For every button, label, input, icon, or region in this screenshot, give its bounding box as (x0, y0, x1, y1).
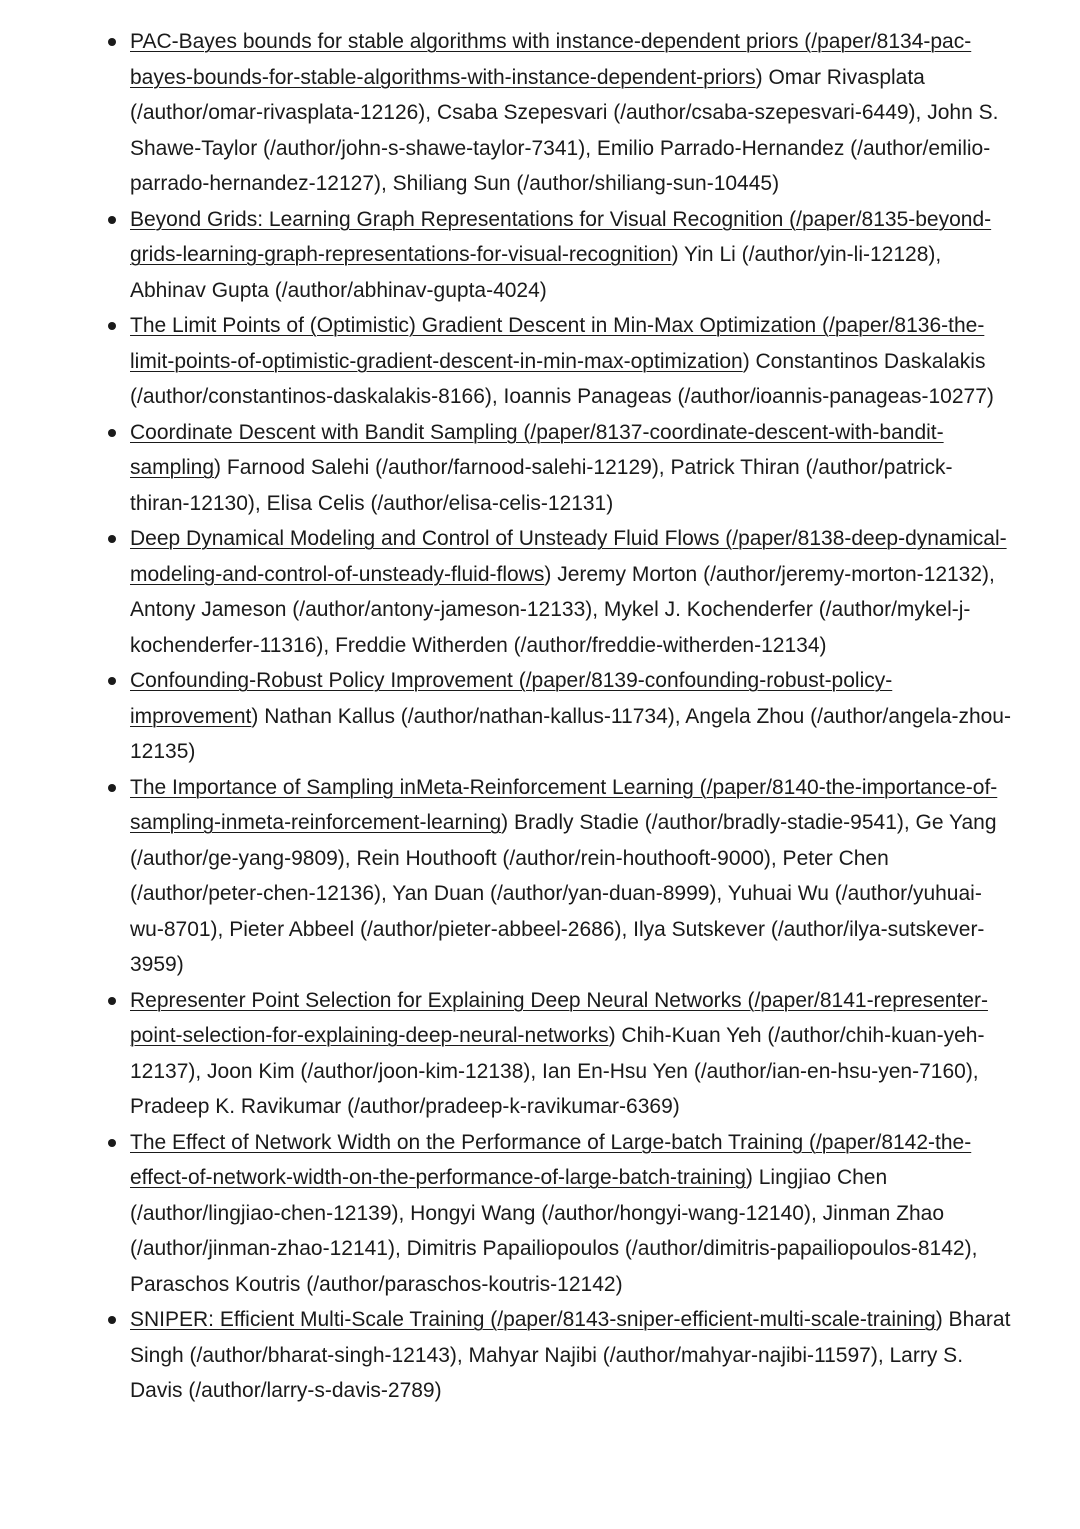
paper-link[interactable]: The Effect of Network Width on the Performance of Large-batch Training (/paper/8142-the-effect-of-network-width-on-the-performance-of-large-batch-training (130, 1130, 972, 1189)
author-list: ) Lingjiao Chen (/author/lingjiao-chen-12139), Hongyi Wang (/author/hongyi-wang-12140), Jinman Zhao (/author/jinman-zhao-12141), Dimitris Papailiopoulos (/author/dimitris-papailiopoulos-8142), Paraschos Koutris (/author/paraschos-koutris-12142) (130, 1166, 978, 1296)
bullet-icon (108, 38, 116, 46)
paper-link[interactable]: Confounding-Robust Policy Improvement (/paper/8139-confounding-robust-policy-improvement (130, 669, 893, 728)
bullet-icon (108, 1316, 116, 1324)
paper-link[interactable]: PAC-Bayes bounds for stable algorithms with instance-dependent priors (/paper/8134-pac-bayes-bounds-for-stable-algorithms-with-instance-dependent-priors (130, 30, 972, 89)
list-item (0, 415, 1080, 522)
list-item (0, 1302, 1080, 1409)
author-list: ) Yin Li (/author/yin-li-12128), Abhinav Gupta (/author/abhinav-gupta-4024) (130, 243, 942, 302)
bullet-icon (108, 535, 116, 543)
bullet-icon (108, 322, 116, 330)
list-item (0, 308, 1080, 415)
bullet-icon (108, 216, 116, 224)
list-item (0, 202, 1080, 309)
paper-link[interactable]: Representer Point Selection for Explaining Deep Neural Networks (/paper/8141-representer-point-selection-for-explaining-deep-neural-networks (130, 988, 988, 1047)
list-item (0, 521, 1080, 663)
paper-link[interactable]: Beyond Grids: Learning Graph Representations for Visual Recognition (/paper/8135-beyond-grids-learning-graph-representations-for-visual-recognition (130, 207, 992, 266)
paper-link[interactable]: The Limit Points of (Optimistic) Gradient Descent in Min-Max Optimization (/paper/8136-the-limit-points-of-optimistic-gradient-descent-in-min-max-optimization (130, 314, 985, 373)
list-item (0, 770, 1080, 983)
author-list: ) Omar Rivasplata (/author/omar-rivasplata-12126), Csaba Szepesvari (/author/csaba-szepesvari-6449), John S. Shawe-Taylor (/author/john-s-shawe-taylor-7341), Emilio Parrado-Hernandez (/author/emilio-parrado-hernandez-12127), Shiliang Sun (/author/shiliang-sun-10445) (130, 65, 999, 195)
author-list: ) Jeremy Morton (/author/jeremy-morton-12132), Antony Jameson (/author/antony-jameson-12133), Mykel J. Kochenderfer (/author/mykel-j-kochenderfer-11316), Freddie Witherden (/author/freddie-witherden-12134) (130, 562, 995, 657)
list-item (0, 663, 1080, 770)
bullet-icon (108, 784, 116, 792)
bullet-icon (108, 429, 116, 437)
list-item (0, 1125, 1080, 1303)
paper-link[interactable]: The Importance of Sampling inMeta-Reinforcement Learning (/paper/8140-the-importance-of-sampling-inmeta-reinforcement-learning (130, 775, 998, 834)
author-list: ) Bharat Singh (/author/bharat-singh-12143), Mahyar Najibi (/author/mahyar-najibi-11597), Larry S. Davis (/author/larry-s-davis-2789) (130, 1308, 1011, 1402)
bullet-icon (108, 1139, 116, 1147)
paper-link[interactable]: Deep Dynamical Modeling and Control of Unsteady Fluid Flows (/paper/8138-deep-dynamical-modeling-and-control-of-unsteady-fluid-flows (130, 527, 1007, 586)
author-list: ) Nathan Kallus (/author/nathan-kallus-11734), Angela Zhou (/author/angela-zhou-12135) (130, 704, 1011, 763)
list-item (0, 24, 1080, 202)
author-list: ) Bradly Stadie (/author/bradly-stadie-9541), Ge Yang (/author/ge-yang-9809), Rein Houthooft (/author/rein-houthooft-9000), Peter Chen (/author/peter-chen-12136), Yan Duan (/author/yan-duan-8999), Yuhuai Wu (/author/yuhuai-wu-8701), Pieter Abbeel (/author/pieter-abbeel-2686), Ilya Sutskever (/author/ilya-sutskever-3959) (130, 811, 997, 976)
author-list: ) Farnood Salehi (/author/farnood-salehi-12129), Patrick Thiran (/author/patrick-thiran-12130), Elisa Celis (/author/elisa-celis-12131) (130, 456, 953, 515)
paper-link[interactable]: SNIPER: Efficient Multi-Scale Training (/paper/8143-sniper-efficient-multi-scale-training (130, 1308, 936, 1331)
author-list: ) Constantinos Daskalakis (/author/constantinos-daskalakis-8166), Ioannis Panageas (/author/ioannis-panageas-10277) (130, 349, 994, 408)
list-item (0, 983, 1080, 1125)
bullet-icon (108, 997, 116, 1005)
paper-link[interactable]: Coordinate Descent with Bandit Sampling (/paper/8137-coordinate-descent-with-bandit-sampling (130, 420, 944, 479)
bullet-icon (108, 677, 116, 685)
author-list: ) Chih-Kuan Yeh (/author/chih-kuan-yeh-12137), Joon Kim (/author/joon-kim-12138), Ian En-Hsu Yen (/author/ian-en-hsu-yen-7160), Pradeep K. Ravikumar (/author/pradeep-k-ravikumar-6369) (130, 1024, 985, 1118)
